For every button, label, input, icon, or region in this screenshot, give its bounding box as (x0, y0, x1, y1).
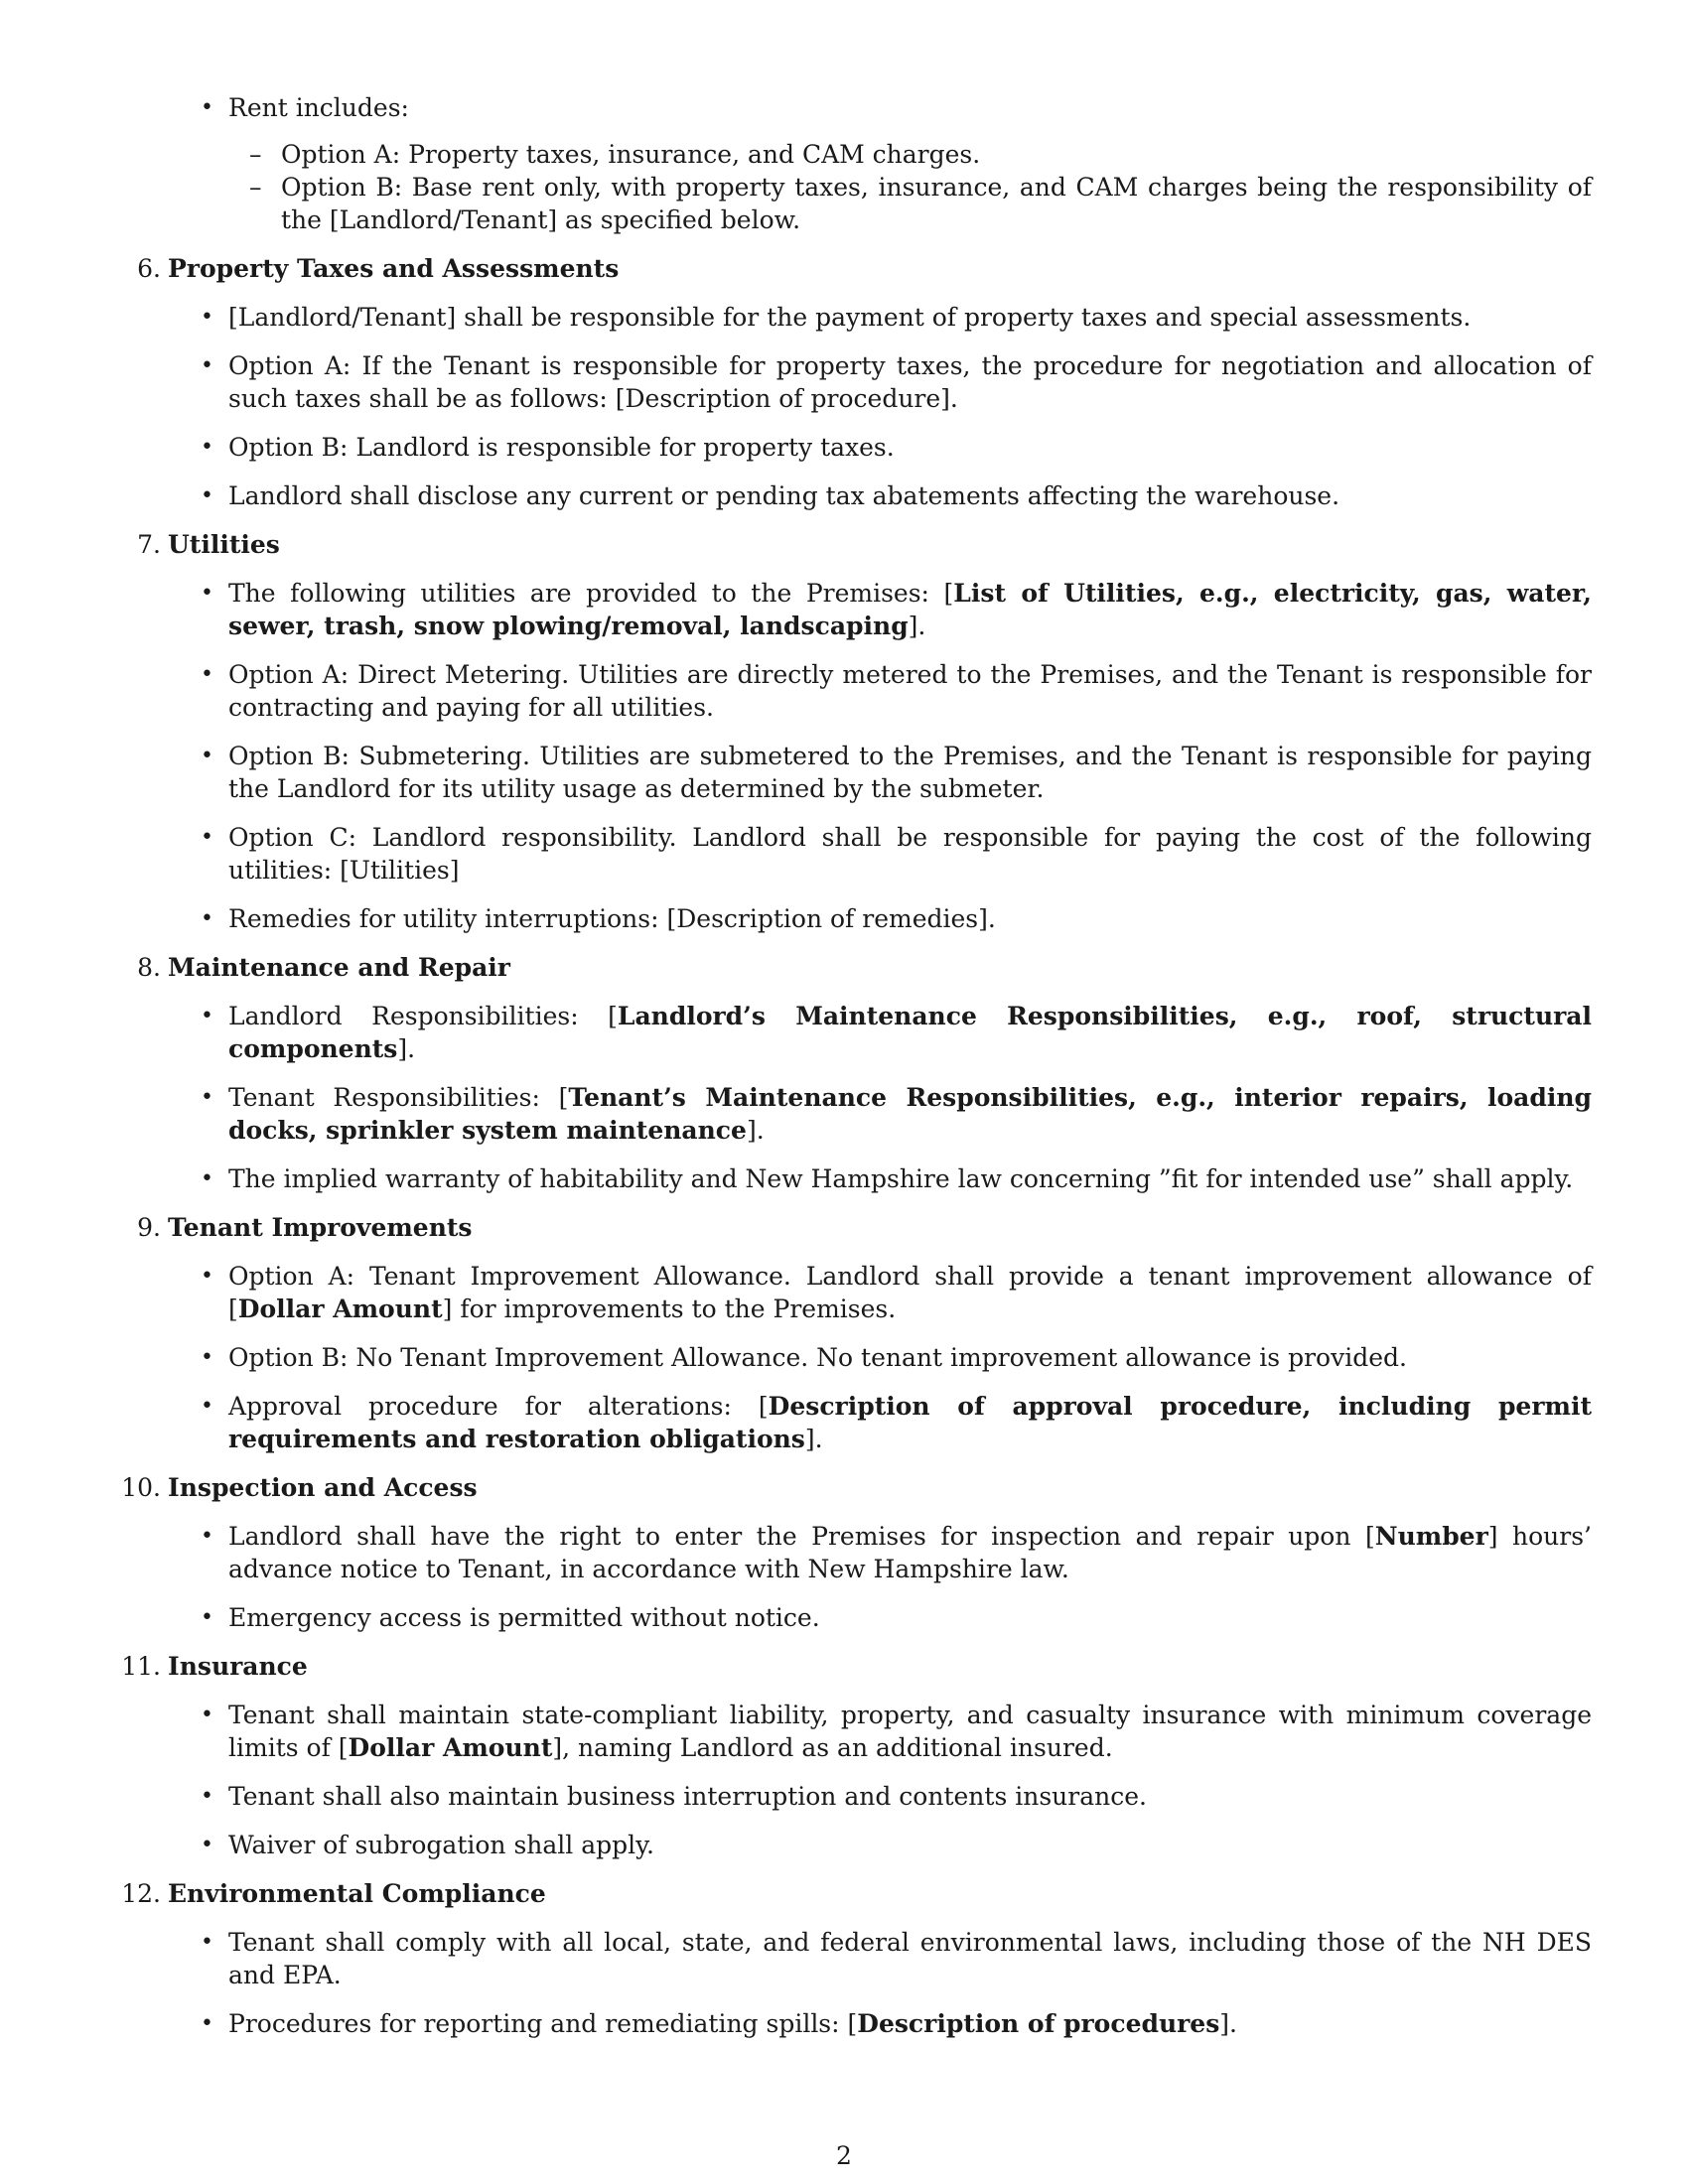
bullet-dot: • (201, 581, 213, 606)
section-number: 8. (137, 953, 161, 982)
section-title: Inspection and Access (168, 1473, 478, 1502)
list-item-text: Option A: If the Tenant is responsible for property taxes, the procedure for negotiation and allocation of such taxes shall be as follows: [Description of procedure]. (228, 351, 1592, 413)
section-bullet-list (0, 577, 1688, 935)
section-12 (0, 1877, 1688, 2040)
section-title: Maintenance and Repair (168, 953, 510, 982)
list-item-text: Tenant shall maintain state-compliant liability, property, and casualty insurance with minimum coverage limits of [ (228, 1701, 1592, 1762)
document-body (0, 91, 1688, 2040)
bullet-dot: • (201, 1930, 213, 1955)
rent-option-b (249, 171, 1592, 236)
section-number: 6. (137, 254, 161, 283)
bullet-dot: • (201, 305, 213, 330)
placeholder-text: Description of procedures (857, 2009, 1220, 2038)
section-title: Insurance (168, 1652, 308, 1681)
list-item-text: ] hours’ advance notice to Tenant, in accordance with New Hampshire law. (228, 1522, 1593, 1583)
list-item-text: Remedies for utility interruptions: [Description of remedies]. (228, 904, 996, 933)
section-11 (0, 1650, 1688, 1861)
list-item (201, 902, 1592, 935)
bullet-dot: • (201, 825, 213, 850)
list-item (201, 479, 1592, 512)
list-item-text: Procedures for reporting and remediating spills: [ (228, 2009, 858, 2038)
list-item-text: Tenant Responsibilities: [ (228, 1083, 569, 1112)
bullet-dot: • (201, 2011, 213, 2036)
section-10 (0, 1471, 1688, 1634)
bullet-dot: • (201, 1345, 213, 1370)
list-item-text: ] for improvements to the Premises. (442, 1295, 897, 1323)
placeholder-text: Dollar Amount (348, 1733, 553, 1762)
list-item-text: [Landlord/Tenant] shall be responsible for the payment of property taxes and special assessments. (228, 303, 1472, 332)
list-item-text: ]. (804, 1425, 823, 1453)
list-item-text: Tenant shall comply with all local, state, and federal environmental laws, including those of the NH DES and EPA. (228, 1928, 1592, 1989)
section-bullet-list (0, 1926, 1688, 2040)
bullet-dot: • (201, 353, 213, 378)
list-item (201, 577, 1592, 642)
list-item-text: Option C: Landlord responsibility. Landlord shall be responsible for paying the cost of the following utilities: [Utilities] (228, 823, 1592, 885)
list-item-text: ]. (908, 612, 926, 640)
list-item-text: Waiver of subrogation shall apply. (228, 1831, 654, 1859)
section-bullet-list (0, 1520, 1688, 1634)
list-item-text: Landlord shall have the right to enter the Premises for inspection and repair upon [ (228, 1522, 1375, 1551)
section-heading (137, 528, 1688, 561)
bullet-dot: • (201, 1085, 213, 1110)
placeholder-text: Description of approval procedure, including permit requirements and restoration obligations (228, 1392, 1592, 1453)
list-item-text: ]. (746, 1116, 765, 1145)
list-item-text: Landlord Responsibilities: [ (228, 1002, 618, 1030)
placeholder-text: List of Utilities, e.g., electricity, gas, water, sewer, trash, snow plowing/removal, landscaping (228, 579, 1592, 640)
sections-list (0, 252, 1688, 2040)
bullet-dot: • (201, 1264, 213, 1289)
list-item (201, 1520, 1593, 1585)
list-item-text: The following utilities are provided to the Premises: [ (228, 579, 954, 608)
list-item (201, 658, 1592, 724)
section-heading (137, 252, 1688, 285)
list-item (201, 1260, 1592, 1325)
bullet-dot: • (201, 435, 213, 460)
list-item (201, 1390, 1592, 1455)
list-item-text: Landlord shall disclose any current or pending tax abatements affecting the warehouse. (228, 481, 1340, 510)
list-item-text: The implied warranty of habitability and New Hampshire law concerning ”fit for intended use” shall apply. (228, 1164, 1574, 1193)
list-item (201, 740, 1592, 805)
bullet-dot: • (201, 1166, 213, 1191)
list-item (201, 1162, 1592, 1195)
list-item-text: ], naming Landlord as an additional insured. (552, 1733, 1113, 1762)
list-item-text: Option A: Tenant Improvement Allowance. Landlord shall provide a tenant improvement allowance of [ (228, 1262, 1592, 1323)
section-number: 9. (137, 1213, 161, 1242)
list-item (201, 1829, 1592, 1861)
list-item-text: ]. (1219, 2009, 1237, 2038)
list-item (201, 1081, 1592, 1147)
placeholder-text: Number (1374, 1522, 1488, 1551)
bullet-dot: • (201, 1784, 213, 1809)
sub-bullet-dash: – (249, 173, 262, 202)
rent-includes-item (201, 91, 1592, 236)
rent-includes-label: Rent includes: (228, 93, 409, 122)
list-item (201, 821, 1592, 887)
list-item-text: Option B: Submetering. Utilities are submetered to the Premises, and the Tenant is responsible for paying the Landlord for its utility usage as determined by the submeter. (228, 742, 1592, 803)
bullet-dot: • (201, 1703, 213, 1727)
bullet-dot: • (201, 1004, 213, 1028)
section-bullet-list (0, 1699, 1688, 1861)
list-item (201, 431, 1592, 464)
placeholder-text: Dollar Amount (237, 1295, 443, 1323)
list-item-text: Tenant shall also maintain business interruption and contents insurance. (228, 1782, 1147, 1811)
bullet-dot: • (201, 744, 213, 768)
section-7 (0, 528, 1688, 935)
bullet-dot: • (201, 1605, 213, 1630)
rent-option-text: Option B: Base rent only, with property taxes, insurance, and CAM charges being the responsibility of the [Landlord/Tenant] as specified below. (281, 173, 1592, 234)
section-8 (0, 951, 1688, 1195)
section-bullet-list (0, 301, 1688, 512)
bullet-dot: • (201, 1524, 213, 1549)
list-item (201, 1780, 1592, 1813)
section-number: 7. (137, 530, 161, 559)
list-item-text: Approval procedure for alterations: [ (228, 1392, 769, 1421)
section-title: Property Taxes and Assessments (168, 254, 620, 283)
section-heading (121, 1650, 1688, 1683)
bullet-dot: • (201, 1394, 213, 1419)
rent-options-list (0, 138, 1592, 236)
bullet-dot: • (201, 1833, 213, 1857)
section-heading (121, 1877, 1688, 1910)
list-item-text: Emergency access is permitted without notice. (228, 1603, 820, 1632)
list-item-text: Option B: No Tenant Improvement Allowance. No tenant improvement allowance is provided. (228, 1343, 1407, 1372)
section-heading (137, 951, 1688, 984)
list-item-text: ]. (397, 1034, 416, 1063)
section-number: 12. (121, 1879, 161, 1908)
list-item (201, 2007, 1592, 2040)
section-9 (0, 1211, 1688, 1455)
page-number: 2 (836, 2141, 852, 2170)
section-6 (0, 252, 1688, 512)
list-item (201, 1000, 1592, 1065)
list-item (201, 1699, 1592, 1764)
bullet-dot: • (201, 483, 213, 508)
list-item-text: Option A: Direct Metering. Utilities are directly metered to the Premises, and the Tenant is responsible for contracting and paying for all utilities. (228, 660, 1592, 722)
section-number: 11. (121, 1652, 161, 1681)
placeholder-text: Landlord’s Maintenance Responsibilities, e.g., roof, structural components (228, 1002, 1592, 1063)
section-bullet-list (0, 1260, 1688, 1455)
section-bullet-list (0, 1000, 1688, 1195)
rent-option-a (249, 138, 1592, 171)
list-item-text: Option B: Landlord is responsible for property taxes. (228, 433, 895, 462)
list-item (201, 349, 1592, 415)
bullet-dot: • (201, 95, 213, 120)
section-heading (137, 1211, 1688, 1244)
bullet-dot: • (201, 662, 213, 687)
placeholder-text: Tenant’s Maintenance Responsibilities, e.g., interior repairs, loading docks, sprinkler system maintenance (228, 1083, 1592, 1145)
section-number: 10. (121, 1473, 161, 1502)
rent-option-text: Option A: Property taxes, insurance, and CAM charges. (281, 140, 981, 169)
list-item (201, 1601, 1592, 1634)
section-title: Utilities (168, 530, 280, 559)
section-heading (121, 1471, 1688, 1504)
section-title: Tenant Improvements (168, 1213, 473, 1242)
sub-bullet-dash: – (249, 140, 262, 169)
section-title: Environmental Compliance (168, 1879, 546, 1908)
list-item (201, 1926, 1592, 1991)
list-item (201, 1341, 1592, 1374)
bullet-dot: • (201, 906, 213, 931)
list-item (201, 301, 1592, 334)
